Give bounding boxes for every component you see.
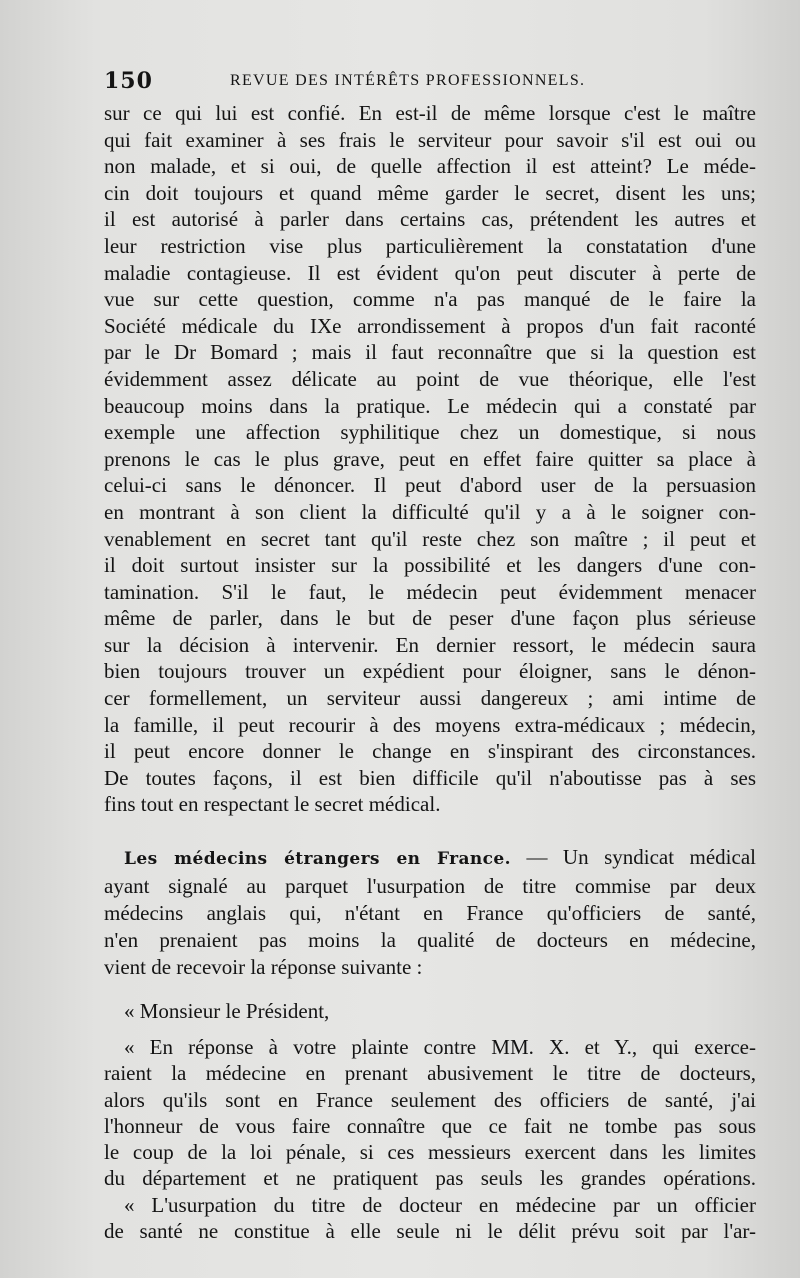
running-head: REVUE DES INTÉRÊTS PROFESSIONNELS. [230, 72, 586, 89]
text-line: alors qu'ils sont en France seulement des officiers de santé, j'ai [104, 1087, 756, 1112]
text-line: bien toujours trouver un expédient pour éloigner, sans le dénon- [104, 659, 756, 684]
text-line: cin doit toujours et quand même garder le secret, disent les uns; [104, 180, 756, 205]
text-line: non malade, et si oui, de quelle affection il est atteint? Le méde- [104, 154, 756, 179]
text-line: en montrant à son client la difficulté qu'il y a à le soigner con- [104, 499, 756, 524]
section-first-line [104, 844, 756, 873]
text-line: fins tout en respectant le secret médical. [104, 792, 441, 817]
text-line: sur la décision à intervenir. En dernier ressort, le médecin saura [104, 632, 756, 657]
text-line: l'honneur de vous faire connaître que ce fait ne tombe pas sous [104, 1113, 756, 1138]
text-line: médecins anglais qui, n'étant en France qu'officiers de santé, [104, 900, 756, 925]
text-line: beaucoup moins dans la pratique. Le médecin qui a constaté par [104, 393, 756, 418]
text-line: raient la médecine en prenant abusivement le titre de docteurs, [104, 1061, 756, 1086]
text-line: — Un syndicat médical [510, 845, 756, 869]
text-line: Société médicale du IXe arrondissement à propos d'un fait raconté [104, 313, 756, 338]
text-line: « En réponse à votre plainte contre MM. X. et Y., qui exerce- [124, 1035, 756, 1059]
text-line: vue sur cette question, comme n'a pas manqué de le faire la [104, 287, 756, 312]
text-line: vient de recevoir la réponse suivante : [104, 954, 423, 979]
text-line: qui fait examiner à ses frais le serviteur pour savoir s'il est oui ou [104, 127, 756, 152]
section-title: Les médecins étrangers en France. [124, 849, 511, 869]
paragraph-secret-medical [104, 100, 756, 818]
text-line: évidemment assez délicate au point de vue théorique, elle l'est [104, 366, 756, 391]
letter-salutation: « Monsieur le Président, [124, 999, 330, 1023]
text-line: maladie contagieuse. Il est évident qu'on peut discuter à perte de [104, 260, 756, 285]
text-line: le coup de la loi pénale, si ces messieurs exercent dans les limites [104, 1140, 756, 1165]
text-line: celui-ci sans le dénoncer. Il peut d'abord user de la persuasion [104, 473, 756, 498]
text-line: tamination. S'il le faut, le médecin peut évidemment menacer [104, 579, 756, 604]
text-line: cer formellement, un serviteur aussi dangereux ; ami intime de [104, 686, 756, 711]
text-line: il doit surtout insister sur la possibilité et les dangers d'une con- [104, 553, 756, 578]
text-line: prenons le cas le plus grave, peut en effet faire quitter sa place à [104, 446, 756, 471]
text-line: De toutes façons, il est bien difficile qu'il n'aboutisse pas à ses [104, 765, 756, 790]
text-line: « L'usurpation du titre de docteur en médecine par un officier [124, 1192, 756, 1217]
text-line: la famille, il peut recourir à des moyens extra-médicaux ; médecin, [104, 712, 756, 737]
text-line: par le Dr Bomard ; mais il faut reconnaître que si la question est [104, 340, 756, 365]
text-line: venablement en secret tant qu'il reste chez son maître ; il peut et [104, 526, 756, 551]
text-line: sur ce qui lui est confié. En est-il de même lorsque c'est le maître [104, 101, 756, 125]
text-line: il est autorisé à parler dans certains cas, prétendent les autres et [104, 207, 756, 232]
text-line: même de parler, dans le but de peser d'une façon plus sérieuse [104, 606, 756, 631]
text-line: exemple une affection syphilitique chez un domestique, si nous [104, 420, 756, 445]
page-number: 150 [104, 68, 153, 94]
letter-body [104, 1034, 756, 1244]
section-medecins-etrangers [104, 844, 756, 981]
text-line: il peut encore donner le change en s'inspirant des circonstances. [104, 739, 756, 764]
page-header [104, 68, 754, 98]
text-line: n'en prenaient pas moins la qualité de docteurs en médecine, [104, 927, 756, 952]
text-line: ayant signalé au parquet l'usurpation de titre commise par deux [104, 873, 756, 898]
text-line: de santé ne constitue à elle seule ni le délit prévu soit par l'ar- [104, 1219, 756, 1244]
text-line: du département et ne pratiquent pas seuls les grandes opérations. [104, 1166, 756, 1191]
text-line: leur restriction vise plus particulièrement la constatation d'une [104, 233, 756, 258]
